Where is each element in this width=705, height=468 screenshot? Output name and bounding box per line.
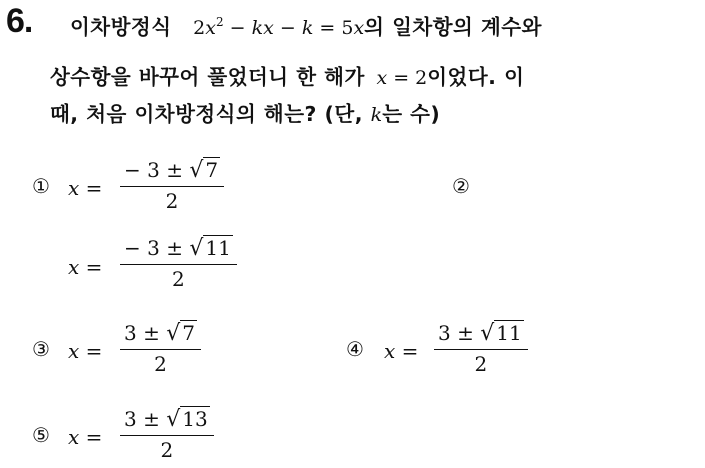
radical [480, 320, 523, 347]
radical [166, 320, 197, 347]
fraction [120, 406, 214, 464]
choice-4[interactable] [346, 320, 586, 382]
choice-lhs: x = [68, 339, 103, 363]
denominator: 2 [160, 438, 174, 463]
choice-5[interactable] [32, 406, 272, 468]
radicand: 11 [496, 321, 522, 345]
choice-marker: ⑤ [32, 423, 50, 447]
question-line-3 [50, 97, 440, 127]
question-text-2b: 이었다. 이 [427, 65, 525, 89]
solution-value: x = 2 [376, 67, 428, 89]
question-number: 6. [6, 2, 33, 40]
question-text-3a: 때, 처음 이차방정식의 해는? (단, [50, 102, 364, 126]
question-text-1a: 이차방정식 [70, 15, 172, 39]
question-text-1b: 의 일차항의 계수와 [364, 15, 542, 39]
denominator: 2 [474, 352, 488, 377]
equation: $2x^2$ − kx − k = 5x [193, 15, 365, 39]
numerator: 3 ± √ 11 [438, 321, 522, 346]
choice-lhs: x = [68, 425, 103, 449]
denominator: 2 [165, 189, 179, 214]
choice-2[interactable] [32, 157, 492, 297]
choice-3[interactable] [32, 320, 272, 382]
question-line-2 [50, 60, 524, 90]
numerator: − 3 ± √ 7 [124, 158, 219, 183]
sqrt-icon: √ [166, 321, 181, 346]
denominator: 2 [154, 352, 167, 377]
k-variable: k [370, 104, 383, 126]
sqrt-icon: √ [480, 321, 495, 346]
choice-marker: ① [32, 174, 50, 198]
sqrt-icon: √ [166, 407, 181, 432]
radicand: 7 [205, 158, 219, 182]
choice-marker: ③ [32, 337, 50, 361]
choice-lhs: x = [68, 176, 103, 200]
sqrt-icon: √ [189, 158, 204, 183]
numerator: − 3 ± √ 11 [124, 236, 231, 261]
radical [166, 406, 209, 433]
numerator: 3 ± √ 7 [124, 321, 195, 346]
fraction [434, 320, 528, 378]
radicand: 13 [182, 407, 208, 431]
choice-marker: ② [452, 174, 470, 198]
question-text-2a: 상수항을 바꾸어 풀었더니 한 해가 [50, 65, 365, 89]
sqrt-icon: √ [189, 236, 204, 261]
denominator: 2 [172, 267, 185, 292]
radicand: 11 [205, 236, 231, 260]
choice-lhs: x = [68, 255, 103, 279]
choice-lhs: x = [384, 339, 419, 363]
question-text-3b: 는 수) [382, 102, 441, 126]
radical [189, 235, 232, 262]
radicand: 7 [182, 321, 195, 345]
fraction [120, 320, 201, 378]
fraction [120, 235, 237, 293]
numerator: 3 ± √ 13 [124, 407, 208, 432]
choice-marker: ④ [346, 337, 364, 361]
question-line-1 [70, 10, 542, 40]
